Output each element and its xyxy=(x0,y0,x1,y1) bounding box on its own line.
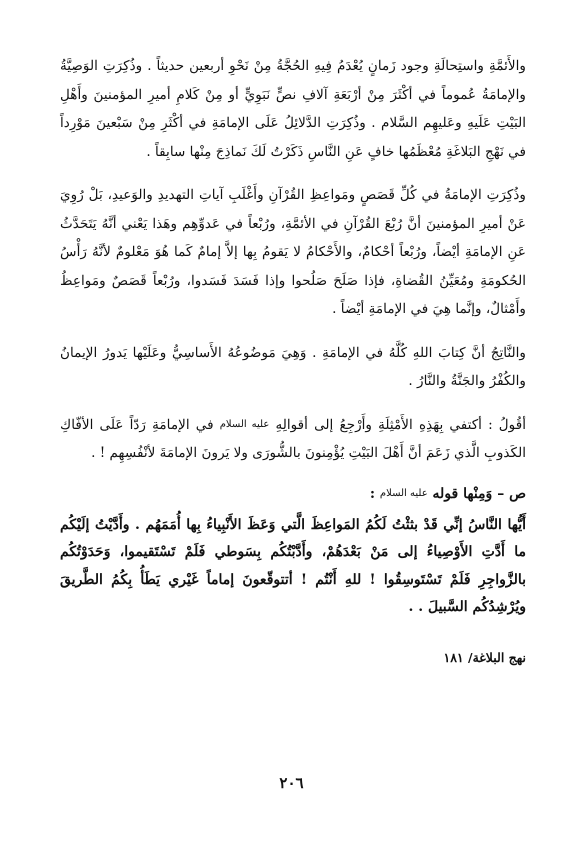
heading-honorific-mark: عليه السلام xyxy=(379,487,428,499)
paragraph-4-after: في الإمامَةِ رَدّاً عَلَى الأفّاكِ الكَذوبِ الَّذي زَعَمَ أنَّ أَهْلَ البَيْتِ يُؤْمِنونَ بالشُّورَى ولا يَرونَ الإمامَةَ لأنْفُسِهِم ! . xyxy=(60,416,526,461)
paragraph-4-before: أقُولُ : أكتفي بِهَذِهِ الأَمْثِلَةِ وأَرْجِعُ إلى أقوالِهِ xyxy=(275,416,526,433)
paragraph-2: وذُكِرَتِ الإمامَةُ في كُلِّ قَصَصٍ ومَواعِظِ القُرْآنِ وأَغْلَبِ آياتِ التهديدِ والوَعيدِ، بَلْ رُوِيَ عَنْ أميرِ المؤمنينَ أنَّ رُبْعَ القُرْآنِ في الأئمَّةِ، ورُبْعاً في عَدوِّهِم وهَذا يَعْني أنَّهُ يَتَحَدَّثُ عَنِ الإمامَةِ أيْضاً، ورُبْعاً أحْكامٌ، والأَحْكامُ لا يَقومُ بِها إلاَّ إمامٌ كَما هُوَ مَعْلومٌ لأنَّهُ رَأْسُ الحُكومَةِ ومُعَيِّنُ القُضاةِ، فإذا صَلَحَ صَلُحوا وإذا فَسَدَ فَسَدوا، ورُبْعاً قَصَصٌ ومَواعِظُ وأَمْثالٌ، وإنَّما هِيَ في الإمامَةِ أيْضاً . xyxy=(60,187,526,317)
honorific-mark: عليه السلام xyxy=(219,418,270,430)
page-number: ٢٠٦ xyxy=(279,774,304,792)
source-citation: نهج البلاغة/ ١٨١ xyxy=(443,649,526,665)
section-heading-colon: : xyxy=(369,485,376,502)
paragraph-4 xyxy=(60,411,526,468)
page-content xyxy=(60,52,526,668)
paragraph-1: والأَئمَّةِ واستِحالَةِ وجود زَمانٍ يُعْدَمُ فِيهِ الحُجَّةُ مِنْ نَحْوِ أربعين حديثاً . وذُكِرَتِ الوَصِيَّةُ والإمامَةُ عُموماً في أكْثَرَ مِنْ أرْبَعَةِ آلافِ نصٍّ نَبَوِيٍّ أو مِنْ كَلامِ أميرِ المؤمنينَ وأَهْلِ البَيْتِ عَلَيهِ وعَليهِم السَّلام . وذُكِرَتِ الدَّلائِلُ عَلَى الإمامَةِ في أكْثَرِ مِنْ سَبْعينَ مَوْرِداً في نَهْجِ البَلاغَةِ مُعْظَمُها خافٍ عَنِ النَّاسِ ذَكَرْتُ لَكَ نَماذِجَ مِنْها سابِقاً . xyxy=(60,58,526,160)
section-heading xyxy=(60,480,526,508)
quoted-sermon: أَيُّها النَّاسُ إنِّي قَدْ بثثْتُ لَكُمُ المَواعِظَ الَّتي وَعَظَ الأَنْبِياءُ بِها أُمَمَهُم . وأَدَّيْتُ إلَيْكُم ما أَدَّتِ الأَوْصِياءُ إلى مَنْ بَعْدَهُمْ، وأَدَّبْتُكُم بِسَوطي فَلَمْ تَسْتَقيموا، وَحَدَوْتُكُم بالزَّواجِرِ فَلَمْ تَسْتَوسِقُوا ! للهِ أَنْتُم ! أتتوقّعونَ إماماً غَيْري يَطَأُ بِكُمُ الطَّريقَ ويُرْشِدُكُم السَّبيلَ . . xyxy=(60,516,526,615)
paragraph-3: والنَّاتِجُ أنَّ كِتابَ اللهِ كُلَّهُ في الإمامَةِ . وَهِيَ مَوضُوعُهُ الأَساسِيُّ وعَلَيْها يَدورُ الإيمانُ والكُفْرُ والجَنَّةُ والنَّارُ . xyxy=(60,344,526,389)
section-heading-text: ص – وَمِنْها قوله xyxy=(432,485,526,502)
